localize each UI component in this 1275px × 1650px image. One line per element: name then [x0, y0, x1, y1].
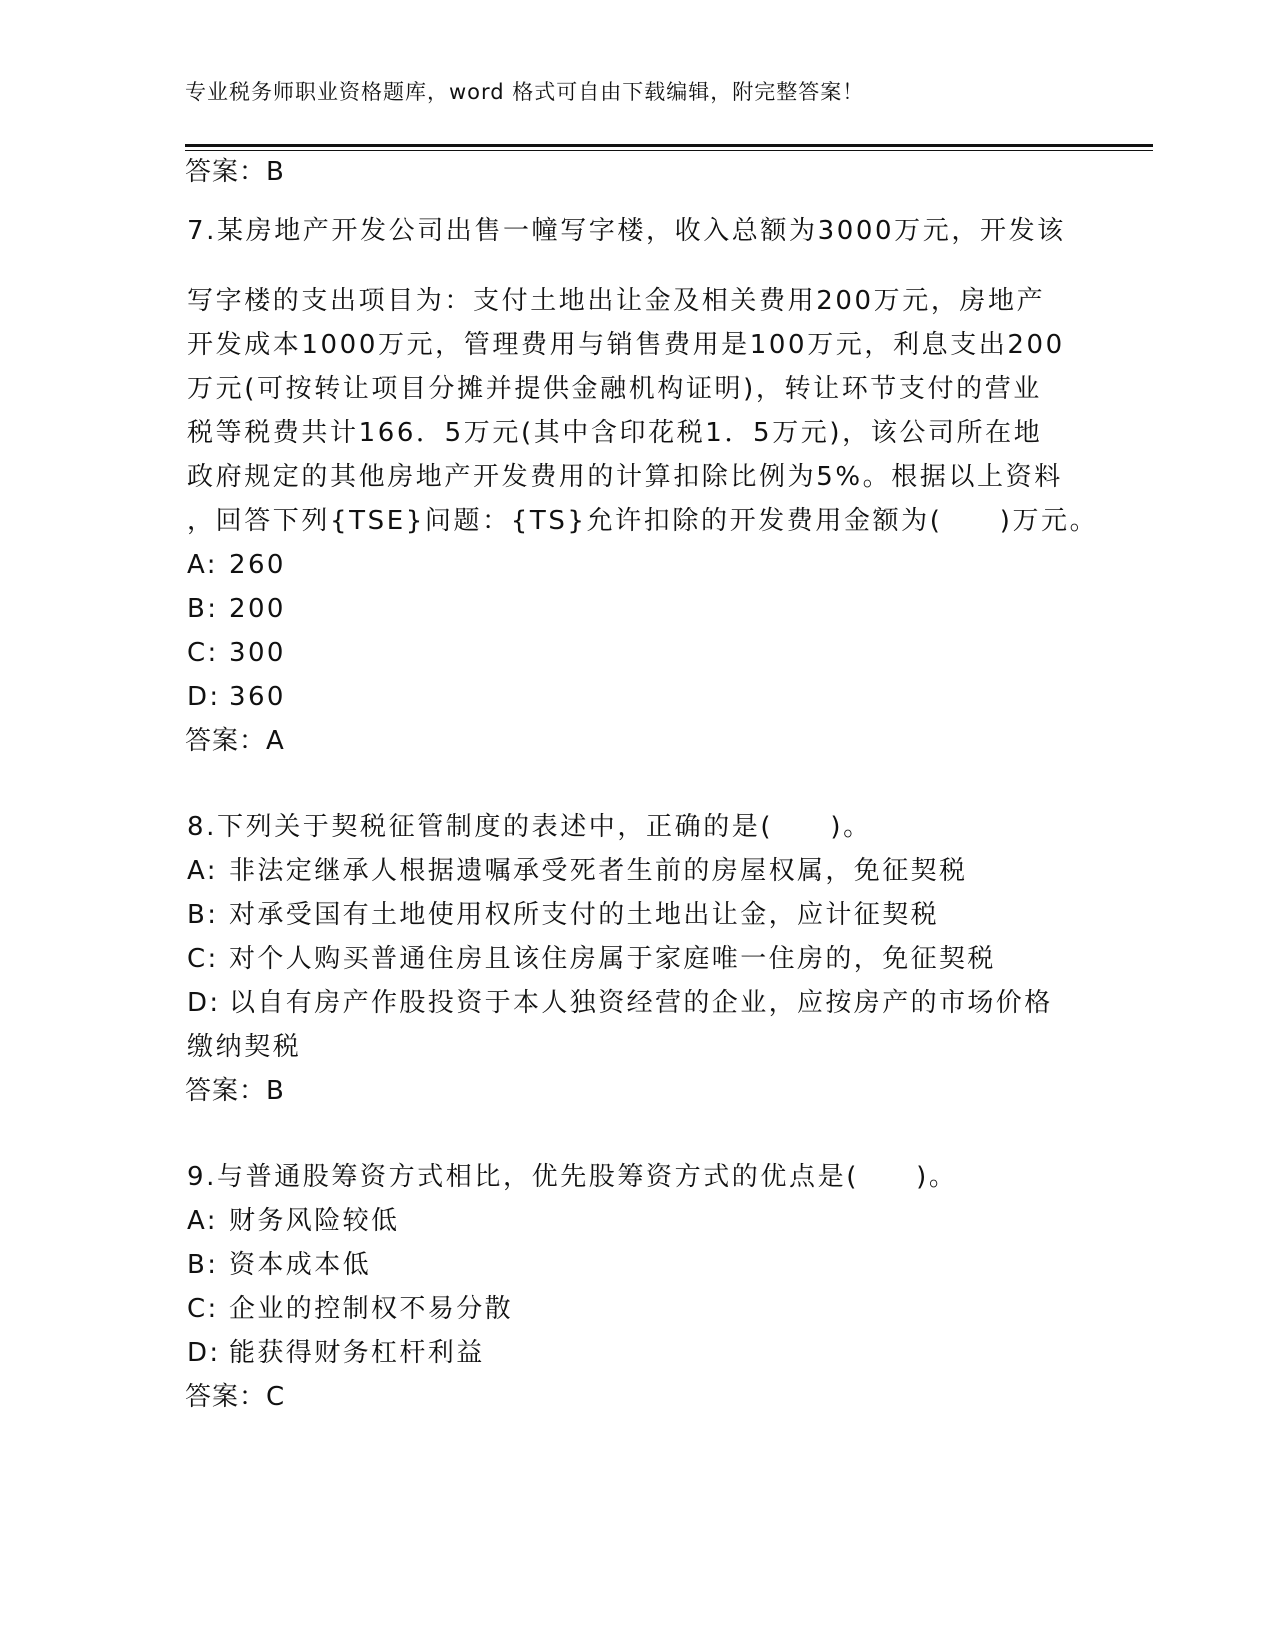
option-letter: C:	[187, 1294, 219, 1324]
question-line: 7.某房地产开发公司出售一幢写字楼，收入总额为3000万元，开发该	[187, 216, 1066, 246]
option-text: 对承受国有土地使用权所支付的土地出让金，应计征契税	[229, 900, 940, 930]
question-line: ，回答下列{TSE}问题：{TS}允许扣除的开发费用金额为( )万元。	[187, 506, 1099, 536]
option-text: 非法定继承人根据遗嘱承受死者生前的房屋权属，免征契税	[229, 856, 968, 886]
option-text: 财务风险较低	[229, 1206, 400, 1236]
option-text: 以自有房产作股投资于本人独资经营的企业，应按房产的市场价格	[229, 988, 1053, 1018]
answer: 答案：C	[185, 1382, 286, 1412]
option-text: 260	[229, 550, 286, 580]
question-line: 开发成本1000万元，管理费用与销售费用是100万元，利息支出200	[187, 330, 1065, 360]
header-rule-thick	[185, 144, 1153, 147]
option-letter: C:	[187, 944, 219, 974]
option-b	[187, 1250, 371, 1280]
option-text: 360	[229, 682, 286, 712]
answer: 答案：B	[185, 1076, 285, 1106]
question-line: 写字楼的支出项目为：支付土地出让金及相关费用200万元，房地产	[187, 286, 1046, 316]
option-c	[187, 944, 996, 974]
question-line: 万元(可按转让项目分摊并提供金融机构证明)，转让环节支付的营业	[187, 374, 1042, 404]
option-text: 能获得财务杠杆利益	[229, 1338, 485, 1368]
option-letter: B:	[187, 900, 219, 930]
header-rule-thin	[185, 150, 1153, 151]
question-line: 8.下列关于契税征管制度的表述中，正确的是( )。	[187, 812, 872, 842]
option-d	[187, 1338, 485, 1368]
option-letter: D:	[187, 1338, 221, 1368]
question-line: 9.与普通股筹资方式相比，优先股筹资方式的优点是( )。	[187, 1162, 958, 1192]
option-continuation: 缴纳契税	[187, 1032, 302, 1062]
option-a	[187, 856, 967, 886]
option-b	[187, 594, 286, 624]
option-text: 200	[229, 594, 286, 624]
option-letter: A:	[187, 856, 218, 886]
option-letter: A:	[187, 550, 218, 580]
option-letter: D:	[187, 988, 221, 1018]
option-text: 企业的控制权不易分散	[229, 1294, 514, 1324]
option-c	[187, 1294, 513, 1324]
question-line: 政府规定的其他房地产开发费用的计算扣除比例为5%。根据以上资料	[187, 462, 1063, 492]
option-b	[187, 900, 939, 930]
option-c	[187, 638, 286, 668]
answer: 答案：A	[185, 726, 285, 756]
page-header: 专业税务师职业资格题库，word 格式可自由下载编辑，附完整答案！	[185, 80, 865, 104]
option-letter: B:	[187, 1250, 219, 1280]
option-a	[187, 1206, 399, 1236]
option-letter: C:	[187, 638, 219, 668]
option-text: 资本成本低	[229, 1250, 372, 1280]
option-d	[187, 682, 286, 712]
option-text: 对个人购买普通住房且该住房属于家庭唯一住房的，免征契税	[229, 944, 996, 974]
option-text: 300	[229, 638, 286, 668]
option-d	[187, 988, 1053, 1018]
option-letter: A:	[187, 1206, 218, 1236]
question-line: 税等税费共计166．5万元(其中含印花税1．5万元)，该公司所在地	[187, 418, 1043, 448]
option-letter: D:	[187, 682, 221, 712]
previous-answer: 答案：B	[185, 157, 285, 187]
option-letter: B:	[187, 594, 219, 624]
option-a	[187, 550, 286, 580]
